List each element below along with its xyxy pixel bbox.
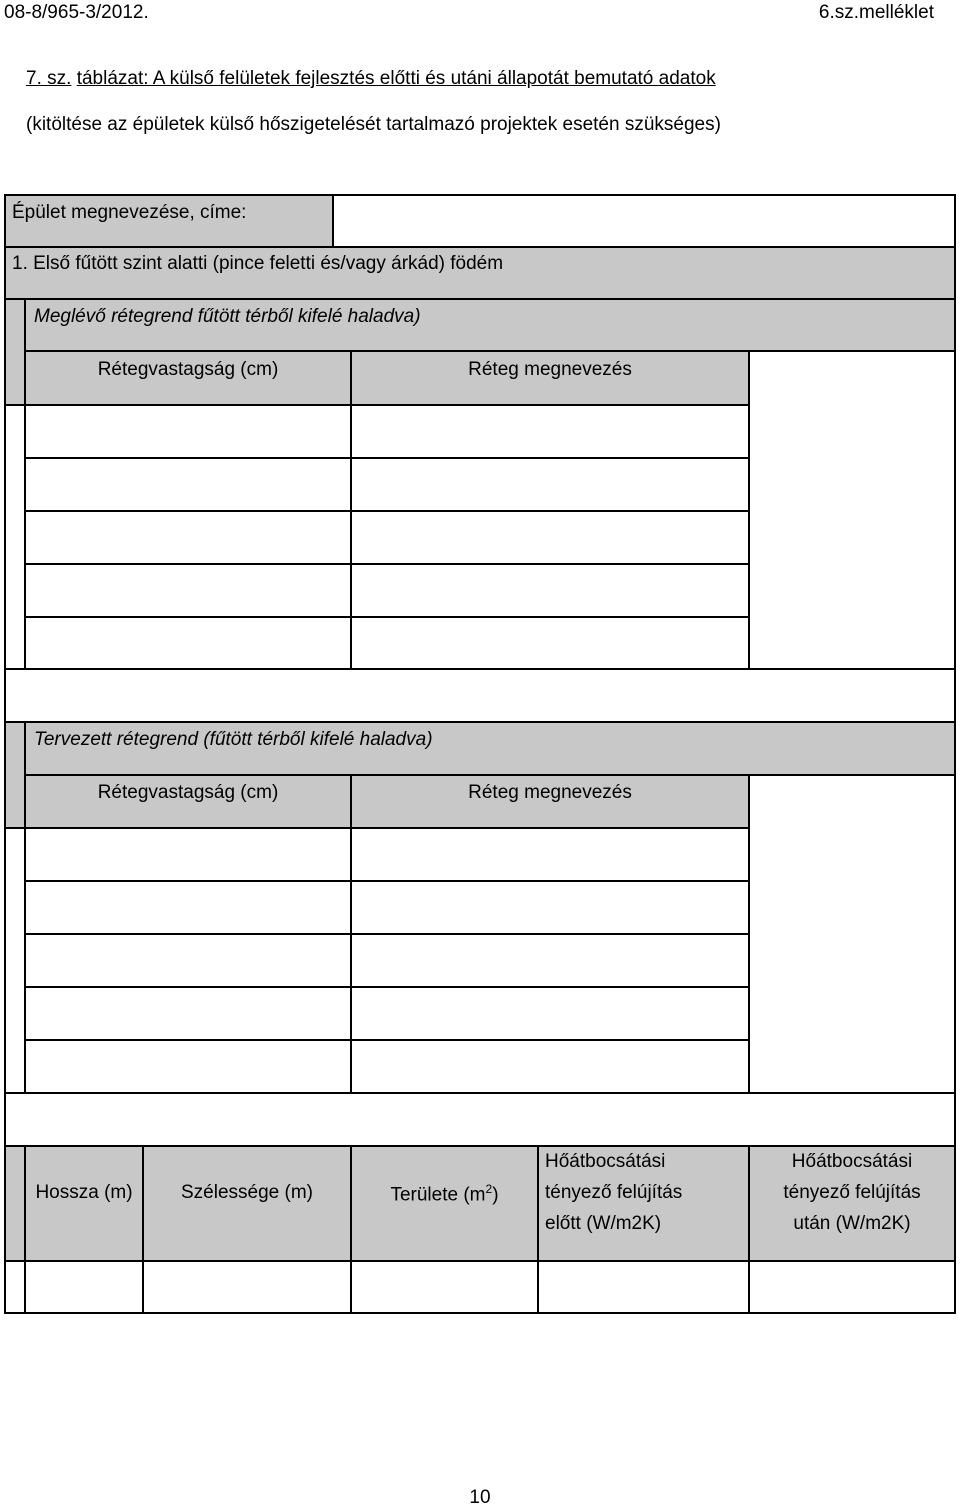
existing-side-blank [748,350,956,670]
table-caption: táblázat: A külső felületek fejlesztés előtti és utáni állapotát bemutató adatok [76,68,716,89]
existing-layer-input-2[interactable] [350,457,750,512]
u-after-line3: után (W/m2K) [793,1213,911,1234]
width-label: Szélessége (m) [181,1182,313,1203]
planned-thickness-input-2[interactable] [24,880,352,935]
existing-title-cell [24,298,956,352]
planned-rows-indent [4,827,26,1094]
u-before-line3: előtt (W/m2K) [545,1213,662,1234]
existing-layer-input-5[interactable] [350,616,750,670]
existing-thickness-input-5[interactable] [24,616,352,670]
existing-thickness-input-2[interactable] [24,457,352,512]
planned-title: Tervezett rétegrend (fűtött térből kifelé haladva) [34,729,433,750]
planned-side-blank [748,774,956,1094]
existing-col-layer-name [350,350,750,406]
building-name-field[interactable] [332,194,956,248]
u-before-line1: Hőátbocsátási [545,1151,666,1172]
col-thickness-label: Rétegvastagság (cm) [97,359,279,380]
existing-layer-input-1[interactable] [350,404,750,459]
area-input[interactable] [350,1260,539,1314]
existing-indent-cell [4,298,26,406]
area-label-close: ) [492,1184,499,1206]
summary-col-u-before [537,1145,750,1262]
table-number: 7. sz. [26,68,72,89]
section-title-cell [4,246,956,300]
planned-layer-input-1[interactable] [350,827,750,882]
spacer-row-2 [4,1092,956,1147]
u-before-line2: tényező felújítás [545,1182,683,1203]
summary-col-area [350,1145,539,1262]
planned-col-layer-name [350,774,750,829]
planned-layer-input-2[interactable] [350,880,750,935]
existing-thickness-input-1[interactable] [24,404,352,459]
planned-thickness-input-3[interactable] [24,933,352,988]
document-reference: 08-8/965-3/2012. [4,2,149,23]
existing-rows-indent [4,404,26,670]
summary-indent-cell [4,1145,26,1262]
building-label-cell [4,194,334,248]
existing-title: Meglévő rétegrend fűtött térből kifelé haladva) [34,306,421,327]
existing-layer-input-3[interactable] [350,510,750,565]
planned-thickness-input-5[interactable] [24,1039,352,1094]
planned-thickness-input-1[interactable] [24,827,352,882]
existing-thickness-input-3[interactable] [24,510,352,565]
summary-col-width [142,1145,352,1262]
spacer-row-1 [4,668,956,723]
summary-values-indent [4,1260,26,1314]
col-layer-name-label: Réteg megnevezés [468,359,632,380]
section-title: 1. Első fűtött szint alatti (pince feletti és/vagy árkád) födém [12,253,504,274]
page-number: 10 [469,1487,491,1508]
existing-layer-input-4[interactable] [350,563,750,618]
col-layer-name-label: Réteg megnevezés [468,782,632,803]
length-label: Hossza (m) [35,1182,133,1203]
existing-col-thickness [24,350,352,406]
planned-col-thickness [24,774,352,829]
area-label-exponent: 2 [485,1182,493,1196]
building-label: Épület megnevezése, címe: [12,202,247,223]
u-before-input[interactable] [537,1260,750,1314]
planned-thickness-input-4[interactable] [24,986,352,1041]
planned-layer-input-5[interactable] [350,1039,750,1094]
table-title [26,68,716,90]
summary-col-u-after [748,1145,956,1262]
planned-layer-input-3[interactable] [350,933,750,988]
annex-label: 6.sz.melléklet [818,2,934,23]
col-thickness-label: Rétegvastagság (cm) [97,782,279,803]
summary-col-length [24,1145,144,1262]
area-label-text: Területe (m [390,1184,486,1206]
width-input[interactable] [142,1260,352,1314]
u-after-line1: Hőátbocsátási [791,1151,913,1172]
u-after-input[interactable] [748,1260,956,1314]
existing-thickness-input-4[interactable] [24,563,352,618]
planned-layer-input-4[interactable] [350,986,750,1041]
u-after-line2: tényező felújítás [783,1182,921,1203]
planned-indent-cell [4,721,26,829]
table-note: (kitöltése az épületek külső hőszigetelését tartalmazó projektek esetén szükséges) [26,114,721,135]
planned-title-cell [24,721,956,776]
length-input[interactable] [24,1260,144,1314]
area-label [352,1182,537,1206]
